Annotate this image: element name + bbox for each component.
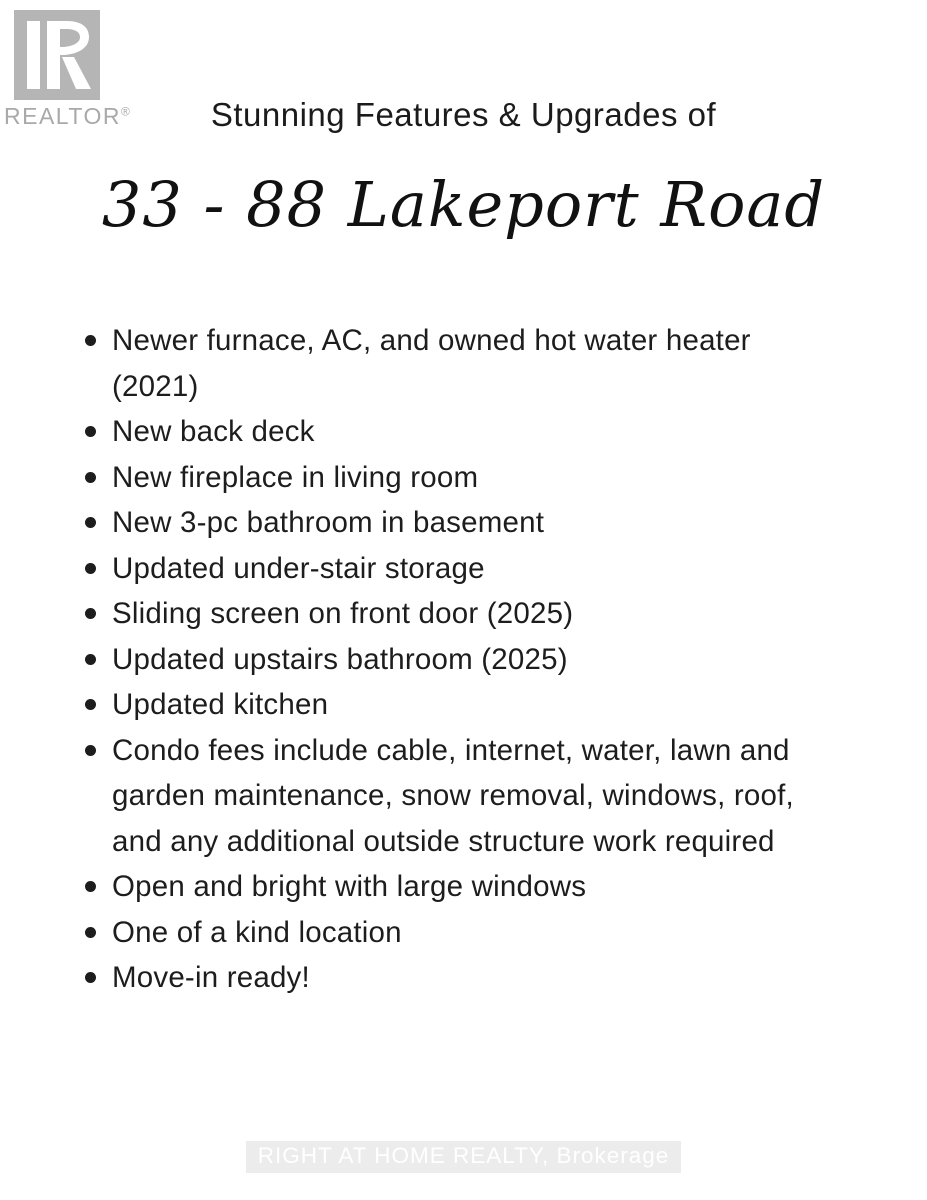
list-item	[85, 682, 885, 728]
list-item	[85, 591, 885, 637]
list-item	[85, 910, 885, 956]
feature-line: garden maintenance, snow removal, windows, roof,	[112, 779, 794, 812]
list-item	[85, 955, 885, 1001]
feature-line: Updated under-stair storage	[112, 551, 485, 585]
feature-line: (2021)	[112, 369, 199, 403]
realtor-block-r-icon	[14, 10, 100, 100]
feature-line: Move-in ready!	[112, 961, 310, 994]
registered-trademark-symbol: ®	[121, 104, 130, 119]
feature-line: New 3-pc bathroom in basement	[112, 506, 545, 539]
list-item	[85, 864, 885, 910]
feature-line: Newer furnace, AC, and owned hot water heater	[112, 324, 751, 357]
feature-line: New back deck	[112, 415, 315, 448]
realtor-logo-word: REALTOR	[4, 103, 122, 129]
list-item	[85, 500, 885, 546]
feature-line: Updated kitchen	[112, 688, 329, 721]
brokerage-watermark-text: RIGHT AT HOME REALTY, Brokerage	[246, 1141, 682, 1173]
feature-line: One of a kind location	[112, 915, 402, 949]
list-item	[85, 409, 885, 455]
feature-line: Condo fees include cable, internet, water, lawn and	[112, 733, 790, 767]
feature-line: Open and bright with large windows	[112, 870, 587, 903]
property-address-heading: 33 - 88 Lakeport Road	[101, 168, 826, 241]
list-item	[85, 318, 885, 409]
features-list	[85, 318, 885, 1001]
list-item	[85, 546, 885, 592]
feature-line: New fireplace in living room	[112, 460, 479, 494]
list-item	[85, 728, 885, 865]
page-title: Stunning Features & Upgrades of	[210, 96, 717, 133]
feature-line: Sliding screen on front door (2025)	[112, 597, 574, 630]
feature-line: and any additional outside structure work required	[112, 824, 775, 858]
feature-line: Updated upstairs bathroom (2025)	[112, 642, 568, 676]
list-item	[85, 637, 885, 683]
list-item	[85, 455, 885, 501]
brokerage-watermark	[0, 1141, 927, 1173]
